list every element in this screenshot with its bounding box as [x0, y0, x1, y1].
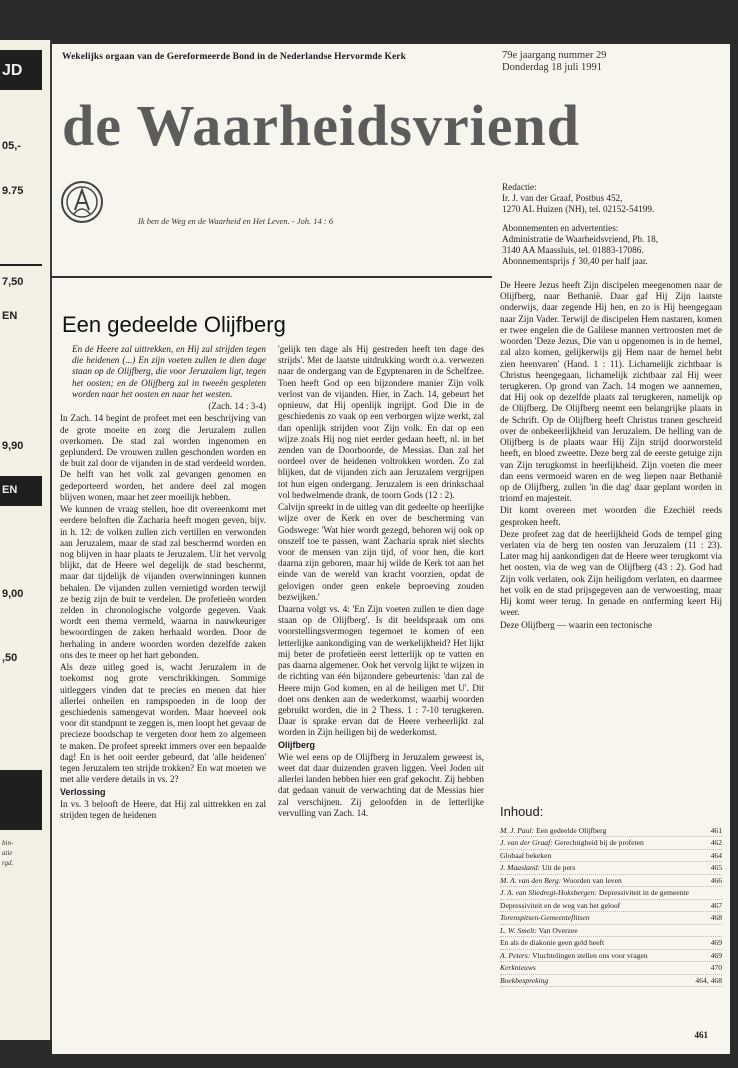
- toc-item: [500, 850, 722, 862]
- toc-title: Gerechtigheid bij de profeten: [554, 838, 644, 848]
- toc-page: 464: [710, 850, 722, 860]
- toc-page: 464, 468: [695, 975, 722, 985]
- article-column-1: [60, 344, 266, 1024]
- toc-page: 469: [710, 950, 722, 960]
- toc-entry: [500, 876, 694, 885]
- toc-item: [500, 862, 722, 874]
- toc-heading: Inhoud:: [500, 804, 544, 819]
- toc-title: Uit de pers: [541, 863, 576, 873]
- toc-entry: [500, 926, 694, 935]
- issue-info: [502, 50, 606, 74]
- subheading: Olijfberg: [278, 739, 316, 750]
- paragraph: Als deze uitleg goed is, wacht Jeruzalem in de toekomst nog grote verschrikkingen. Sommige uitleggers vinden dat te precies en menen dat hier allerlei onheilen en rampspoeden in de loop der geschiedenis samengevat worden. Maar hoeveel ook voor dit standpunt te zeggen is, men loopt het gevaar de precieze boodschap te vergeten door hem zo algemeen te maken. De profeet spreekt immers over een bepaalde dag! En is het ooit eerder gebeurd, dat 'alle heidenen' tegen Jeruzalem ten strijde trokken? En wat moeten we met alle verdere details in vs. 2?: [60, 662, 266, 785]
- newspaper-page: [52, 44, 730, 1054]
- editorial-info: [502, 182, 722, 267]
- info-line: Administratie de Waarheidsvriend, Pb. 18,: [502, 234, 659, 245]
- paragraph: In Zach. 14 begint de profeet met een beschrijving van de grote moeite en zorg die Jeruzalem zullen overkomen. De stad zal worden ingenomen en geplunderd. De vrouwen zullen geschonden worden en de buit zal door de vijanden in de stad verdeeld worden. De helft van het volk zal gevangen genomen en gedeporteerd worden, het andere deel zal mogen blijven wonen, maar het zeer moeilijk hebben.: [60, 413, 266, 502]
- toc-author: M. A. van den Berg:: [500, 875, 562, 885]
- strip-rule: [0, 264, 42, 266]
- toc-title: Een gedeelde Olijfberg: [536, 826, 607, 835]
- header-rule: [52, 276, 492, 278]
- paragraph: 'gelijk ten dage als Hij gestreden heeft ten dage des strijds'. Met de laatste uitdrukking wordt o.a. verwezen naar de ondergang van de Egyptenaren in de Schelfzee. Toen heeft God op een bijzondere manier Zijn volk verlost van de vijanden. Hier, in Zach. 14, gebeurt het opnieuw, dat Hij openlijk ingrijpt. God Die in de geschiedenis zo vaak op een verborgen wijze werkt, zal dan openlijk strijden voor Zijn volk. En dat op een wijze zoals Hij nog niet eerder gedaan heeft, nl. in het zenden van de Doorboorde, de Messias. Dan zal het oordeel over de heidenen voltrokken worden. Zo zal blijken, dat de vijanden zich aan Jeruzalem vergrijpen tot hun eigen ondergang. Jeruzalem is een drinkschaal vol bedwelmende drank, de toorn Gods (12 : 2).: [278, 344, 484, 500]
- toc-page: 461: [710, 826, 722, 835]
- toc-entry: [500, 863, 694, 872]
- toc-entry: [500, 838, 694, 847]
- toc-item: [500, 875, 722, 887]
- paragraph: Deze profeet zag dat de heerlijkheid Gods de tempel ging verlaten via de berg ten oosten van Jeruzalem (11 : 23). Later mag hij aankondigen dat de Heere weer terugkomt via het oosten, via de weg van de Olijfberg (43 : 2). God had Zijn volk verlaten, ook Zijn heiligdom verlaten, en daarmee het volk en de stad prijsgegeven aan de verwoesting, maar Hij komt weer terug. In genade en ontferming keert Hij weer.: [500, 528, 722, 618]
- strip-text: EN: [2, 484, 18, 496]
- strip-note: bin-: [2, 839, 14, 847]
- paragraph: We kunnen de vraag stellen, hoe dit overeenkomt met eerdere beloften die Zacharia heeft mogen geven, bijv. in h. 12: de volken zullen zich vertillen en verwonden aan Jeruzalem, maar de stad zal beschermd worden en nog blijven in haar plaats te Jeruzalem. Uit het vervolg blijkt, dat de Heere wel degelijk de stad beschermt, maar dat tijdelijk de vijanden overwinningen kunnen behalen. De vijanden zullen vernietigd worden terwijl ze bezig zijn de buit te verdelen. De profetieën worden zelden in chronologische volgorde gegeven. Vaak wordt een thema vermeld, waarna in nauwkeuriger bewoordingen de zaken herhaald worden. Door de herhaling in andere woorden worden dezelfde zaken ons des te meer op het hart gebonden.: [60, 504, 266, 660]
- toc-title: Vluchtelingen stellen ons voor vragen: [532, 950, 648, 960]
- issue-date: Donderdag 18 juli 1991: [502, 62, 603, 74]
- scripture-quote: En de Heere zal uittrekken, en Hij zal strijden tegen die heidenen (...) En zijn voeten zullen te dien dage staan op de Olijfberg, die voor Jeruzalem ligt, tegen het oosten; en de Olijfberg zal in tweeën gespleten worden naar het oosten en naar het westen.: [72, 344, 266, 399]
- toc-page: 466: [710, 875, 722, 885]
- toc-title: Depressiviteit in de gemeente: [598, 888, 689, 898]
- adjacent-page-strip: [0, 40, 52, 1040]
- strip-price: 9,00: [2, 588, 24, 600]
- toc-author: A. Peters:: [500, 950, 531, 960]
- alpha-omega-logo-icon: [60, 180, 104, 224]
- info-line: 1270 AL Huizen (NH), tel. 02152-54199.: [502, 204, 655, 215]
- page-number: 461: [694, 1030, 708, 1040]
- info-line: Ir. J. van der Graaf, Postbus 452,: [502, 193, 623, 204]
- toc-author: Torenspitsen-Gemeenteflitsen: [500, 913, 590, 923]
- toc-list: [500, 825, 722, 987]
- toc-item: [500, 825, 722, 837]
- strip-price: 05,-: [2, 140, 21, 152]
- toc-title: Globaal bekeken: [500, 850, 552, 860]
- toc-entry: [500, 976, 694, 985]
- scripture-reference: (Zach. 14 : 3-4): [208, 401, 266, 412]
- toc-item: [500, 950, 722, 962]
- paragraph: Deze Olijfberg — waarin een tectonische: [500, 619, 653, 630]
- toc-item: [500, 925, 722, 937]
- toc-entry: [500, 913, 694, 922]
- info-line: 3140 AA Maassluis, tel. 01883-17086.: [502, 245, 644, 256]
- paragraph: Calvijn spreekt in de uitleg van dit gedeelte op heerlijke wijze over de Kerk en over de bescherming van Godswege: 'Wat hier wordt gezegd, behoren wij ook op onszelf toe te passen, want Zacharia sprak niet slechts voor de mensen van zijn tijd, of voor hen, die kort daarna zijn geboren, maar hij wilde de Kerk tot aan het einde van de wereld van kracht voorzien, opdat de gelovigen onder geen enkele beproeving zouden bezwijken.': [278, 502, 484, 602]
- toc-item: [500, 837, 722, 849]
- toc-item: [500, 887, 722, 899]
- toc-author: J. Maasland:: [500, 863, 541, 873]
- table-of-contents: [500, 804, 722, 987]
- masthead: de Waarheidsvriend: [62, 93, 581, 158]
- toc-page: 465: [710, 863, 722, 873]
- strip-note: atie: [2, 849, 13, 857]
- toc-page: 467: [710, 900, 722, 910]
- strip-price: ,50: [2, 652, 18, 664]
- toc-author: L. W. Smelt:: [500, 925, 537, 935]
- toc-author: J. van der Graaf:: [500, 838, 553, 848]
- toc-title: Woorden van leven: [562, 875, 622, 885]
- paragraph: In vs. 3 belooft de Heere, dat Hij zal uittrekken en zal strijden tegen de heidenen: [60, 798, 266, 820]
- toc-title: Depressiviteit en de weg van het geloof: [500, 900, 621, 910]
- paragraph: De Heere Jezus heeft Zijn discipelen meegenomen naar de Olijfberg, naar Bethanië. Daar gaf Hij Zijn laatste onderwijs, daar zegende Hij hen, en zo is Hij heengegaan naar Zijn Vader. Terwijl de discipelen Hem nastaren, komen er twee engelen die de Galilese mannen vertroosten met de woorden 'Deze Jezus, Die van u opgenomen is in de hemel, zal alzo komen, gelijkerwijs gij Hem naar de hemel hebt zien heenvaren' (Hand. 1 : 11). Lichamelijk zichtbaar is Christus heengegaan, lichamelijk zichtbaar zal Hij weer terugkeren. Op grond van Zach. 14 mogen we aannemen, dat Hij ook op dezelfde plaats zal terugkeren, namelijk op de Olijfberg. De Olijfberg neemt een belangrijke plaats in de Schrift. Op de Olijfberg heeft Christus tranen geschreid over de onbekeerlijkheid van Jeruzalem. De helling van de Olijfberg is de plaats waar Hij Zijn strijd doorworsteld heeft, en bloed zweette. Deze berg zal de eerste getuige zijn van Zijn terugkomst in heerlijkheid. Zijn voeten die meer dan eens vermoeid waren en de weg liepen naar Bethanië op de Olijfberg, zullen 'in die dag' daar geplant worden in triomf en majesteit.: [500, 280, 722, 504]
- strip-bar: [0, 770, 42, 830]
- toc-entry: [500, 963, 694, 972]
- toc-page: [694, 888, 722, 897]
- tagline: Wekelijks orgaan van de Gereformeerde Bond in de Nederlandse Hervormde Kerk: [62, 52, 407, 62]
- motto: Ik ben de Weg en de Waarheid en Het Leven. - Joh. 14 : 6: [138, 216, 334, 226]
- toc-entry: [500, 851, 694, 860]
- toc-entry: [500, 826, 694, 835]
- strip-price: 7,50: [2, 276, 24, 288]
- toc-author: Kerknieuws: [500, 963, 536, 973]
- toc-entry: [500, 951, 694, 960]
- toc-page: 462: [710, 838, 722, 848]
- toc-item: [500, 900, 722, 912]
- toc-title: En als de diakonie geen geld heeft: [500, 938, 605, 948]
- paragraph: Dit komt overeen met woorden die Ezechiël reeds gesproken heeft.: [500, 505, 722, 527]
- toc-item: [500, 962, 722, 974]
- info-line: Redactie:: [502, 182, 537, 192]
- toc-entry: [500, 901, 694, 910]
- article-column-2: [278, 344, 484, 1024]
- strip-price: 9.75: [2, 185, 24, 197]
- toc-item: [500, 937, 722, 949]
- subheading: Verlossing: [60, 786, 106, 797]
- toc-page: 469: [710, 938, 722, 948]
- strip-text: EN: [2, 310, 18, 322]
- issue-number: 79e jaargang nummer 29: [502, 50, 607, 61]
- paragraph: Daarna volgt vs. 4: 'En Zijn voeten zullen te dien dage staan op de Olijfberg'. Is dit beeldspraak om ons voorstellingsvermogen tegemoet te komen of een letterlijke aankondiging van de werkelijkheid? Het lijkt mij beter de profetieën eerst letterlijk op te vatten en pas daarna algemener. Ook het vervolg lijkt te wijzen in de richting van één bijzondere gebeurtenis: 'dan zal de Heere mijn God komen, en al de heiligen met U'. Dit doet ons denken aan de wederkomst, waarbij woorden gebruikt worden, die in 2 Thess. 1 : 7-10 terugkeren. Daar is sprake ervan dat de Heere verheerlijkt zal worden in Zijn heiligen bij de wederkomst.: [278, 604, 484, 738]
- toc-author: J. A. van Sliedregt-Hoksbergen:: [500, 888, 597, 898]
- strip-price: 9,90: [2, 440, 24, 452]
- article-column-3: [500, 280, 722, 786]
- toc-page: 468: [710, 913, 722, 923]
- toc-page: 470: [710, 963, 722, 973]
- toc-title: Van Overzee: [538, 925, 578, 935]
- toc-page: [694, 926, 722, 935]
- toc-item: [500, 975, 722, 987]
- toc-author: M. J. Paul:: [500, 826, 535, 835]
- strip-note: rgd.: [2, 859, 14, 867]
- info-line: Abonnementen en advertenties:: [502, 223, 619, 234]
- toc-item: [500, 912, 722, 924]
- toc-entry: [500, 938, 694, 947]
- paragraph: Wie wel eens op de Olijfberg in Jeruzalem geweest is, weet dat daar duizenden graven liggen. Veel Joden uit allerlei landen hebben hier een graf gekocht. Zij hebben dat gedaan vanuit de verwachting dat de Messias hier zal verschijnen. Zij geloofden in de letterlijke vervulling van Zach. 14.: [278, 751, 484, 818]
- toc-entry: [500, 888, 694, 897]
- strip-text: JD: [2, 62, 23, 79]
- info-line: Abonnementsprijs ƒ 30,40 per half jaar.: [502, 256, 648, 267]
- toc-author: Boekbespreking: [500, 975, 549, 985]
- article-title: Een gedeelde Olijfberg: [62, 312, 286, 337]
